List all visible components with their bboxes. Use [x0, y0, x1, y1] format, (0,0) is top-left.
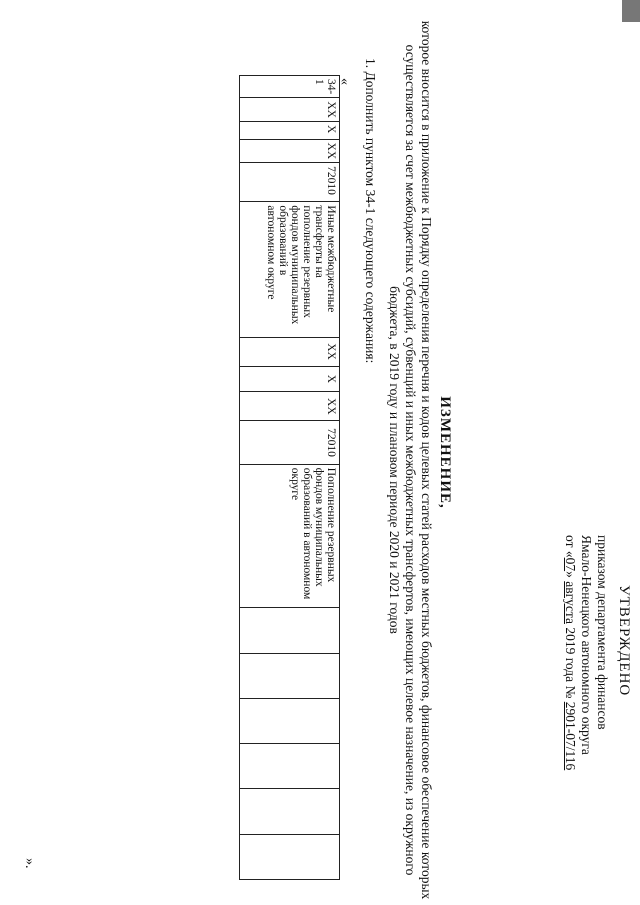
quote-open: « [337, 78, 352, 85]
cell-name: Иные межбюджетные трансферты на пополнение резервных фондов муниципальных образований в автономном округе [240, 202, 340, 337]
cell-empty [240, 698, 340, 743]
cell-code-c: XX [240, 139, 340, 163]
cell-code-a: XX [240, 98, 340, 122]
cell-empty [240, 789, 340, 834]
cell-empty [240, 834, 340, 879]
approval-line-1: приказом департамента финансов [595, 535, 610, 730]
amendment-point: 1. Дополнить пунктом 34-1 следующего содержания: [363, 58, 378, 364]
cell-code-f: X [240, 366, 340, 392]
approval-title: УТВЕРЖДЕНО [616, 585, 632, 697]
cell-code-h: 72010 [240, 421, 340, 464]
cell-code-b: X [240, 121, 340, 139]
amendment-table [239, 75, 340, 880]
document-heading: ИЗМЕНЕНИЕ, [437, 396, 453, 509]
approval-date-line: от «07» августа 2019 года № 2901-07/116 [563, 535, 578, 771]
cell-empty [240, 608, 340, 653]
approval-block [562, 535, 632, 895]
cell-num: 34-1 [240, 76, 340, 98]
approval-line-2: Ямало-Ненецкого автономного округа [579, 535, 594, 755]
cell-description: Пополнение резервных фондов муниципальных образований в автономном округе [240, 464, 340, 608]
cell-empty [240, 653, 340, 698]
cell-code-g: XX [240, 392, 340, 421]
table-row [240, 76, 340, 880]
document-intro: которое вносится в приложение к Порядку определения перечня и кодов целевых статей расходов местных бюджетов, финансовое обеспечение которых осуществляется за счет межбюджетных субсидий, субвенций и иных межбюджетных трансфертов, имеющих целевое назначение, из окружного бюджета, в 2019 году и плановом периоде 2020 и 2021 годов [387, 20, 434, 900]
quote-close: ». [22, 858, 37, 869]
cell-empty [240, 744, 340, 789]
cell-code-d: 72010 [240, 163, 340, 202]
cell-code-e: XX [240, 337, 340, 366]
